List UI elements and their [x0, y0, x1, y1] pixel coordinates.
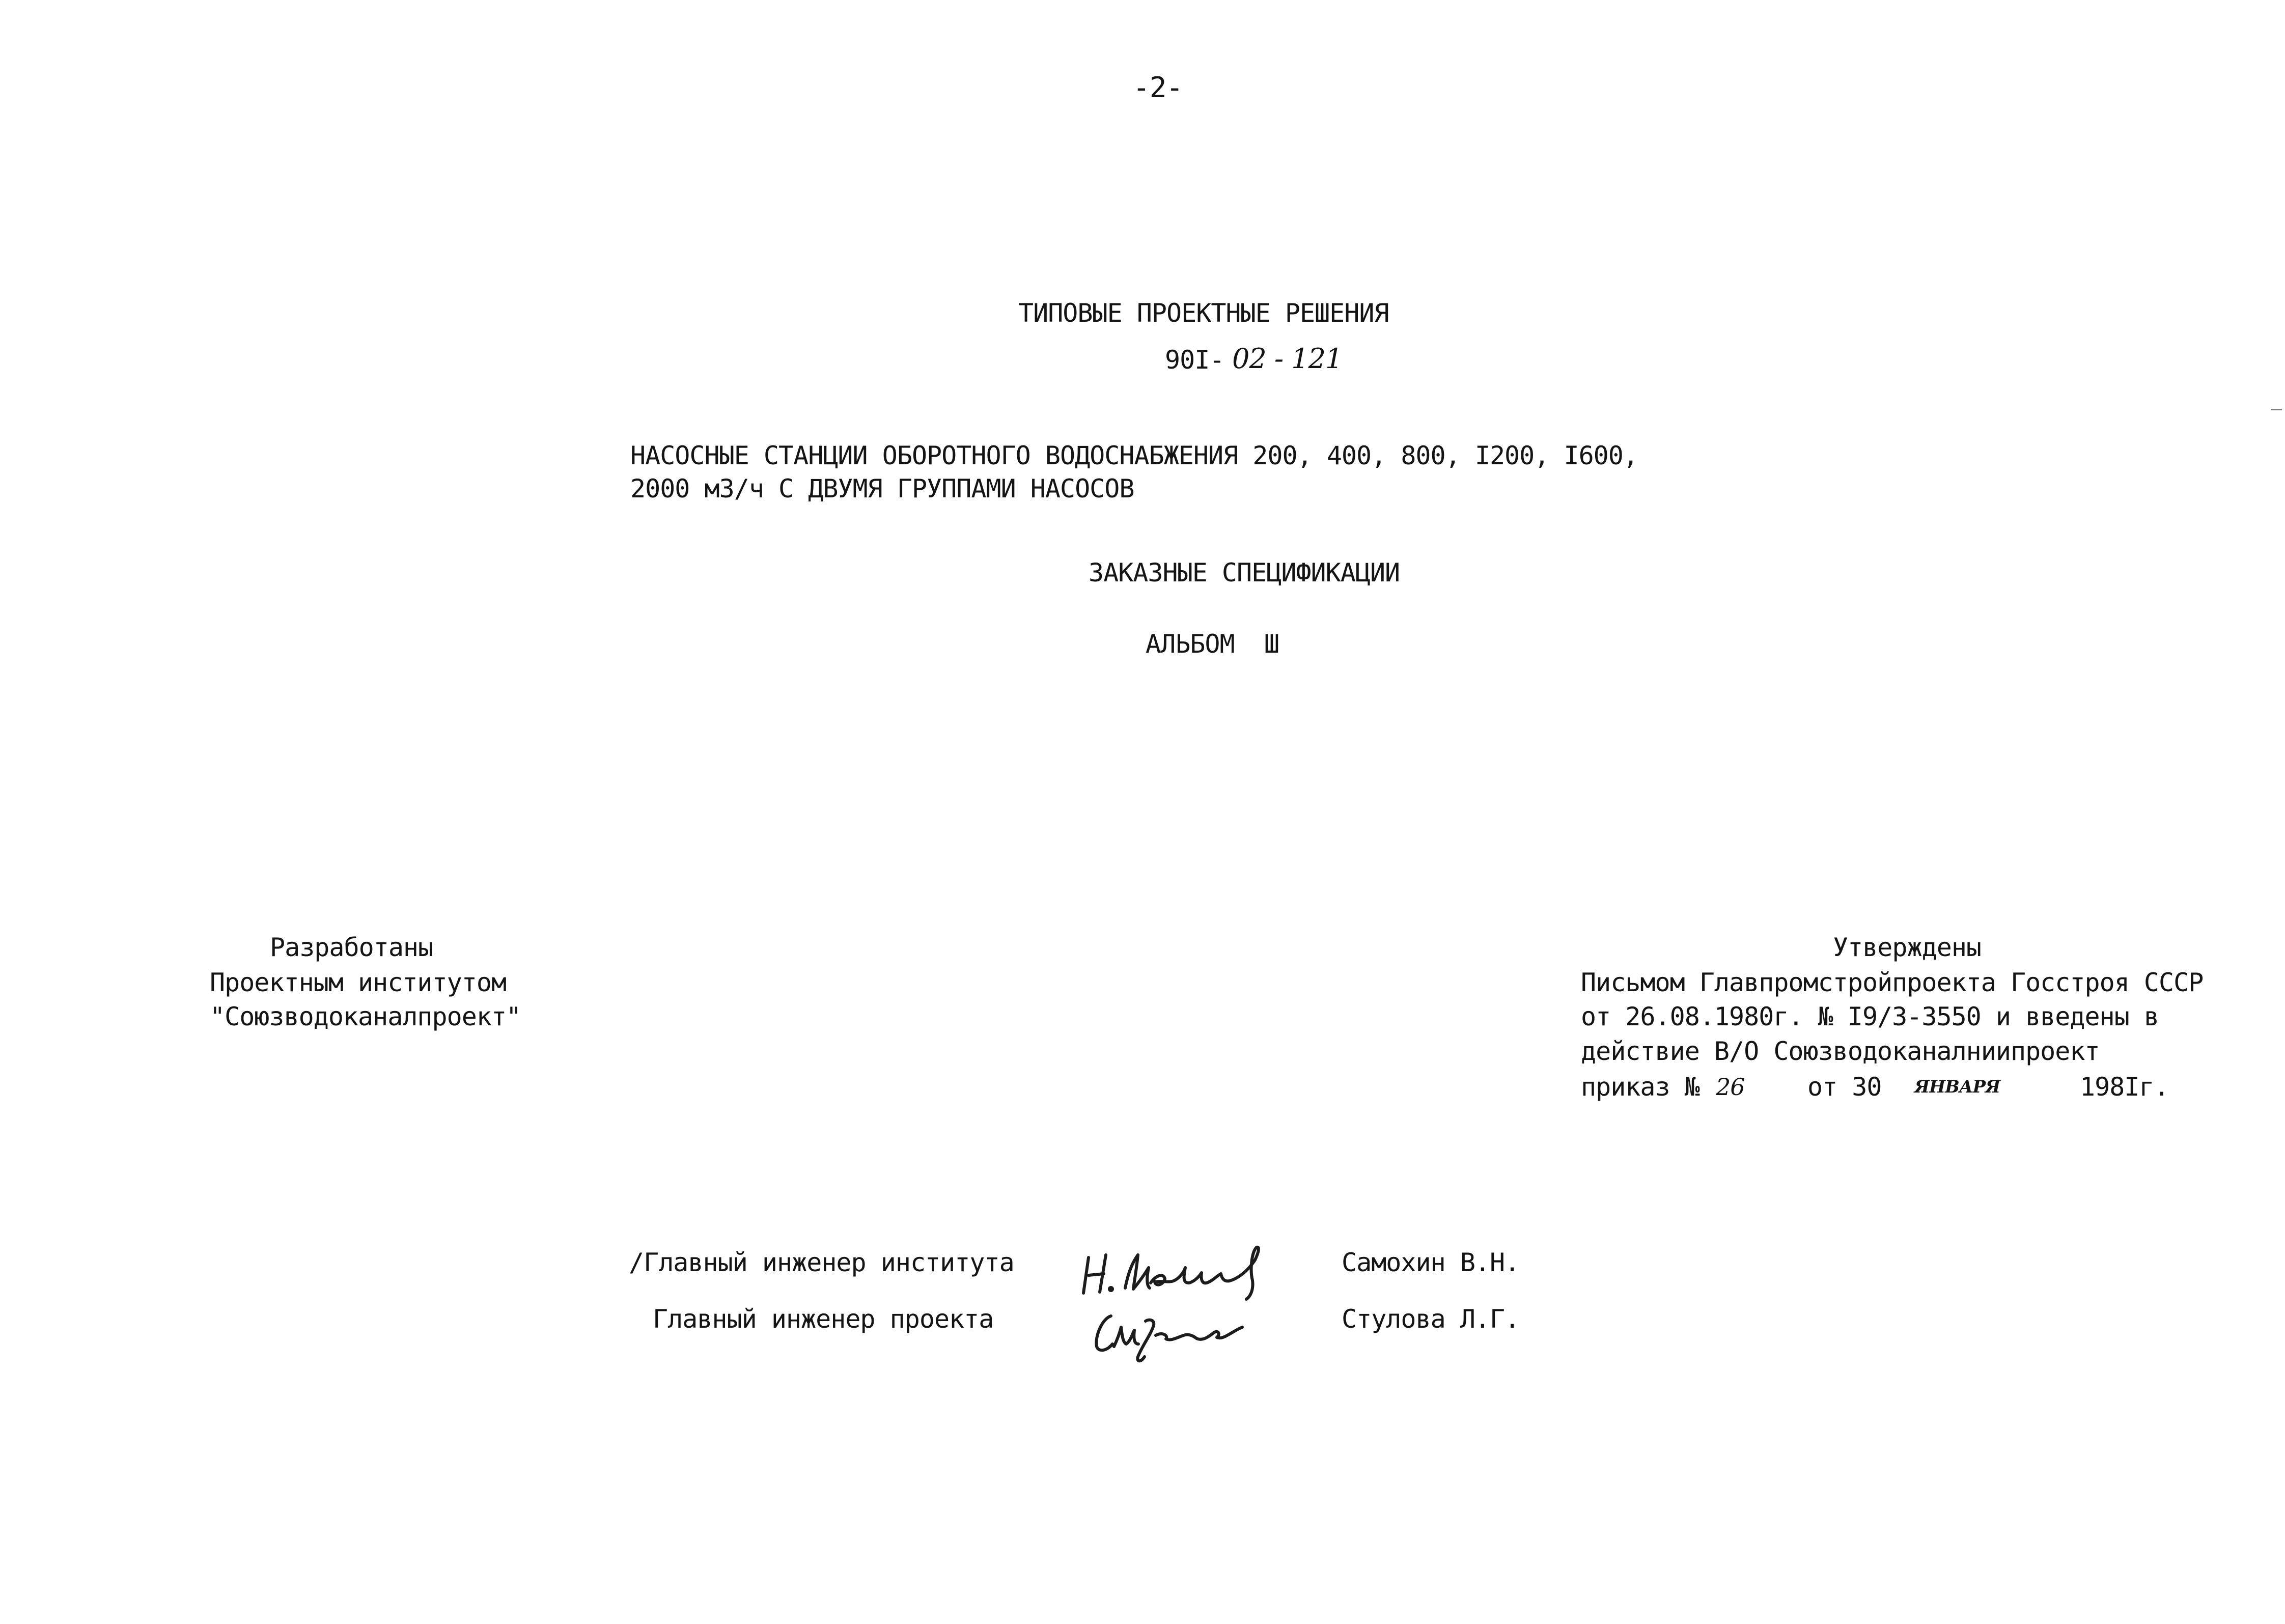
order-year: 198Iг. — [2080, 1072, 2169, 1102]
series-title: ТИПОВЫЕ ПРОЕКТНЫЕ РЕШЕНИЯ — [1018, 298, 1389, 328]
project-code-typed: 90I- — [1165, 345, 1224, 375]
chief-project-signature — [1090, 1296, 1263, 1367]
approved-line3: действие В/О Союзводоканалниипроект — [1581, 1037, 2100, 1066]
order-number: 26 — [1716, 1073, 1745, 1101]
approved-line1: Письмом Главпромстройпроекта Госстроя СССР — [1581, 968, 2204, 997]
developed-institute-name: "Союзводоканалпроект" — [210, 1002, 521, 1031]
page-number: -2- — [1133, 71, 1183, 104]
chief-institute-label: /Главный инженер института — [629, 1248, 1014, 1277]
album-number: АЛЬБОМ Ш — [1146, 629, 1279, 659]
approved-heading: Утверждены — [1833, 933, 1982, 962]
project-code-handwritten: 02 - 121 — [1232, 343, 1343, 375]
chief-institute-name: Самохин В.Н. — [1342, 1248, 1520, 1277]
order-from: от 30 — [1807, 1072, 1882, 1102]
order-month: ЯНВАРЯ — [1914, 1077, 2000, 1097]
order-prefix: приказ № — [1581, 1072, 1699, 1102]
document-title-line1: НАСОСНЫЕ СТАНЦИИ ОБОРОТНОГО ВОДОСНАБЖЕНИЯ 200, 400, 800, I200, I600, — [630, 441, 1638, 470]
chief-project-label: Главный инженер проекта — [653, 1304, 994, 1334]
developed-heading: Разработаны — [270, 933, 433, 962]
developed-institute: Проектным институтом — [210, 968, 507, 997]
document-subtitle: ЗАКАЗНЫЕ СПЕЦИФИКАЦИИ — [1089, 558, 1400, 587]
edge-mark — [2271, 409, 2282, 410]
chief-project-name: Стулова Л.Г. — [1342, 1304, 1520, 1334]
document-title-line2: 2000 м3/ч С ДВУМЯ ГРУППАМИ НАСОСОВ — [630, 474, 1134, 503]
chief-institute-signature — [1079, 1232, 1293, 1303]
approved-line2: от 26.08.1980г. № I9/3-3550 и введены в — [1581, 1002, 2159, 1031]
